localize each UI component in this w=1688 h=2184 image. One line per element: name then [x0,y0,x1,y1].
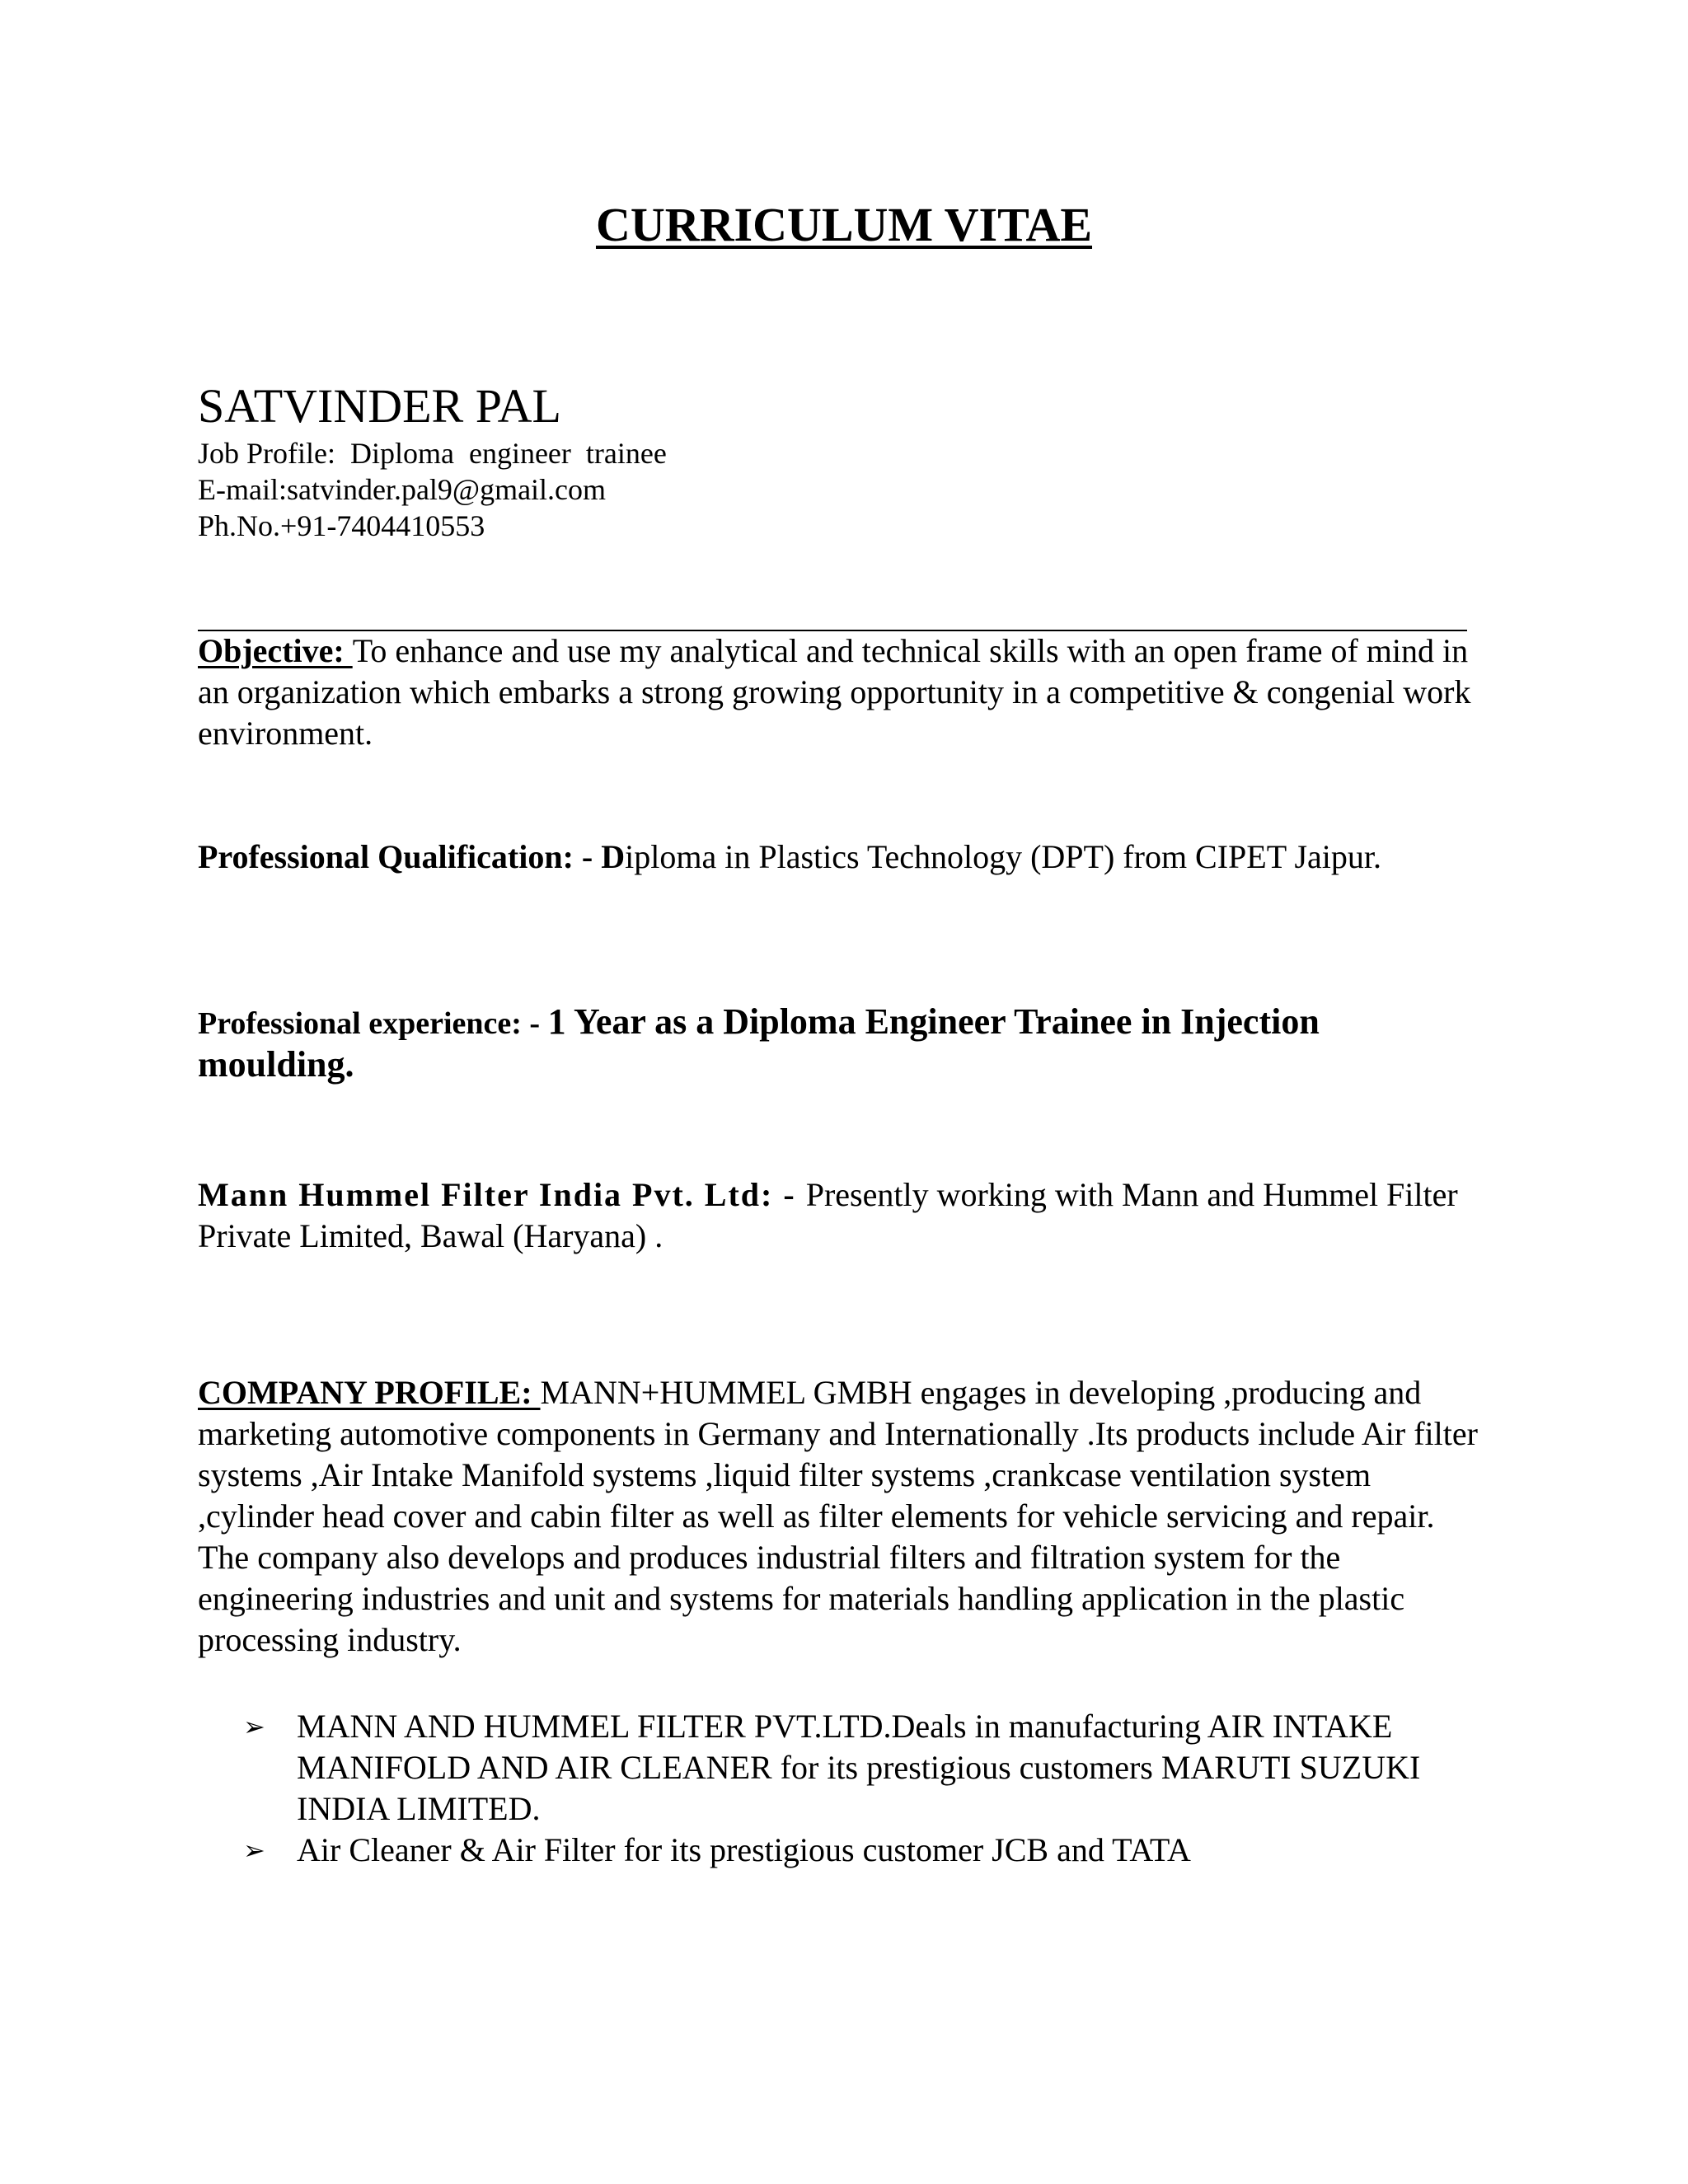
company-bullets [243,1706,1479,1871]
qualification-section [198,837,1484,878]
contact-block [198,435,667,544]
job-profile: Job Profile: Diploma engineer trainee [198,437,667,470]
experience-section [198,1001,1484,1086]
current-employer-label: Mann Hummel Filter India Pvt. Ltd: - [198,1176,806,1213]
bullet-text: MANN AND HUMMEL FILTER PVT.LTD.Deals in manufacturing AIR INTAKE MANIFOLD AND AIR CLEANER for its prestigious customers MARUTI SUZUKI INDIA LIMITED. [297,1708,1421,1827]
current-employer-text: Presently working with Mann and Hummel Filter Private Limited, Bawal (Haryana) . [198,1176,1458,1254]
qualification-label: Professional Qualification: - D [198,838,626,875]
current-employer-section [198,1174,1484,1257]
qualification-text: iploma in Plastics Technology (DPT) from CIPET Jaipur. [625,838,1381,875]
candidate-name: SATVINDER PAL [198,379,561,433]
bullet-text: Air Cleaner & Air Filter for its prestigious customer JCB and TATA [297,1831,1191,1868]
company-profile-text: MANN+HUMMEL GMBH engages in developing ,producing and marketing automotive components in Germany and Internationally .Its products include Air filter systems ,Air Intake Manifold systems ,liquid filter systems ,crankcase ventilation system ,cylinder head cover and cabin filter as well as filter elements for vehicle servicing and repair. The company also develops and produces industrial filters and filtration system for the engineering industries and unit and systems for materials handling application in the plastic processing industry. [198,1374,1478,1658]
phone-number: Ph.No.+91-7404410553 [198,509,485,542]
arrow-bullet-icon: ➢ [243,1835,265,1866]
document-title: CURRICULUM VITAE [595,198,1093,251]
experience-text: 1 Year as a Diploma Engineer Trainee in Injection moulding. [198,1001,1320,1085]
arrow-bullet-icon: ➢ [243,1711,265,1742]
email-address: E-mail:satvinder.pal9@gmail.com [198,473,607,506]
objective-section [198,630,1484,754]
objective-label: Objective: [198,632,353,669]
objective-text: To enhance and use my analytical and technical skills with an open frame of mind in an organization which embarks a strong growing opportunity in a competitive & congenial work environment. [198,632,1471,752]
company-profile-section [198,1372,1484,1661]
list-item [243,1830,1479,1871]
company-profile-label: COMPANY PROFILE: [198,1374,541,1411]
list-item [243,1706,1479,1830]
experience-label: Professional experience: - [198,1006,548,1041]
